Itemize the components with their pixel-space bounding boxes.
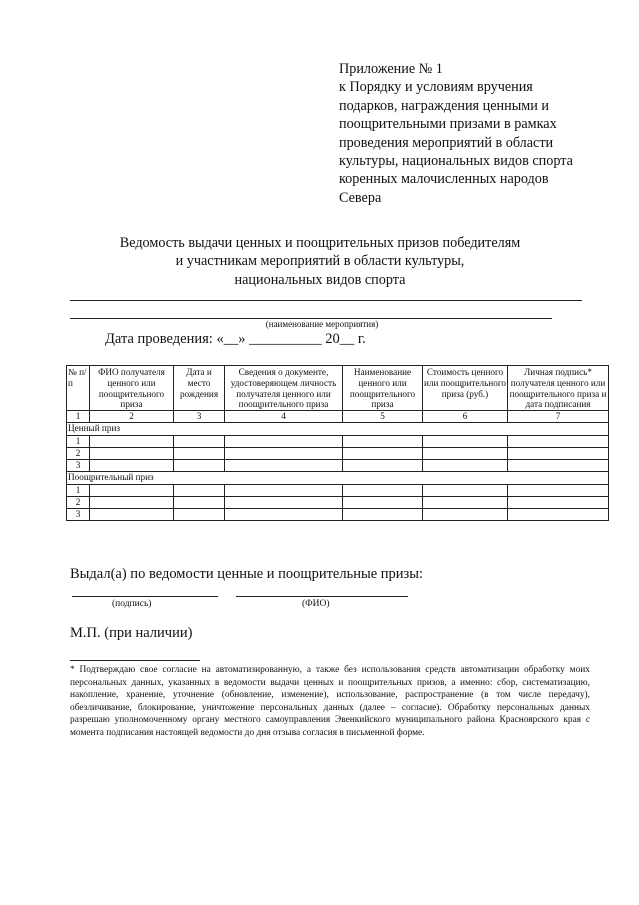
document-cell[interactable] [225,485,343,497]
prize-name-cell[interactable] [343,460,423,472]
prize-cost-cell[interactable] [423,497,508,509]
prize-name-cell[interactable] [343,448,423,460]
row-index: 2 [67,497,90,509]
name-line [236,596,408,597]
row-index: 2 [67,448,90,460]
signature-cell[interactable] [508,436,609,448]
recipient-name-cell[interactable] [90,485,174,497]
title-line: национальных видов спорта [234,271,406,288]
document-cell[interactable] [225,448,343,460]
appendix-line: подарков, награждения ценными и [339,97,549,114]
prize-cost-cell[interactable] [423,485,508,497]
signature-cell[interactable] [508,460,609,472]
name-caption: (ФИО) [302,599,330,609]
section-label: Ценный приз [67,423,609,436]
header-cell: Личная подпись* получателя ценного или поощрительного приза и дата подписания [508,366,609,411]
signature-line [72,596,218,597]
table-header-row [67,366,609,411]
prize-cost-cell[interactable] [423,448,508,460]
header-cell: Наименование ценного или поощрительного приза [343,366,423,411]
recipient-name-cell[interactable] [90,436,174,448]
column-number: 2 [90,411,174,423]
appendix-line: Севера [339,189,382,206]
header-cell: ФИО получателя ценного или поощрительного приза [90,366,174,411]
prize-name-cell[interactable] [343,509,423,521]
birth-cell[interactable] [174,436,225,448]
row-index: 1 [67,436,90,448]
prize-name-cell[interactable] [343,497,423,509]
header-cell: № п/п [67,366,90,411]
document-cell[interactable] [225,436,343,448]
column-number: 4 [225,411,343,423]
footnote-separator [70,660,200,661]
prize-cost-cell[interactable] [423,509,508,521]
table-row [67,460,609,472]
table-row [67,485,609,497]
stamp-place-text: М.П. (при наличии) [70,625,193,641]
birth-cell[interactable] [174,497,225,509]
section-row [67,472,609,485]
table-row [67,448,609,460]
signature-cell[interactable] [508,448,609,460]
recipient-name-cell[interactable] [90,509,174,521]
prize-cost-cell[interactable] [423,460,508,472]
signature-cell[interactable] [508,509,609,521]
appendix-header [339,60,609,207]
column-number: 3 [174,411,225,423]
row-index: 1 [67,485,90,497]
signature-cell[interactable] [508,485,609,497]
event-name-line-1 [70,300,582,301]
row-index: 3 [67,460,90,472]
signature-cell[interactable] [508,497,609,509]
appendix-line: поощрительными призами в рамках [339,116,557,133]
section-label: Поощрительный приз [67,472,609,485]
table-row [67,497,609,509]
birth-cell[interactable] [174,460,225,472]
birth-cell[interactable] [174,448,225,460]
issuance-table [66,365,609,521]
section-row [67,423,609,436]
document-title [60,234,580,289]
appendix-line: Приложение № 1 [339,61,443,77]
event-date-line: Дата проведения: «__» __________ 20__ г. [105,331,366,347]
title-line: и участникам мероприятий в области культуры, [175,253,465,270]
header-cell: Сведения о документе, удостоверяющем личность получателя ценного или поощрительного приза [225,366,343,411]
header-cell: Стоимость ценного или поощрительного приза (руб.) [423,366,508,411]
recipient-name-cell[interactable] [90,448,174,460]
appendix-line: проведения мероприятий в области [339,134,554,151]
column-number: 6 [423,411,508,423]
consent-footnote: * Подтверждаю свое согласие на автоматизированную, а также без использования средств автоматизации обработку моих персональных данных, указанных в ведомости выдачи ценных и поощрительных призов, а именно: сбор, систематизацию, накопление, хранение, уточнение (обновление, изменение), использование, распространение (в том числе передачу), обезличивание, блокирование, уничтожение персональных данных (далее – согласие). Обработку персональных данных разрешаю уполномоченному органу местного самоуправления Эвенкийского муниципального района Красноярского края с момента подписания настоящей ведомости до дня отзыва согласия в письменной форме. [70,665,590,738]
column-number: 7 [508,411,609,423]
prize-cost-cell[interactable] [423,436,508,448]
appendix-line: коренных малочисленных народов [339,171,549,188]
prize-name-cell[interactable] [343,485,423,497]
column-number: 5 [343,411,423,423]
issued-by-text: Выдал(а) по ведомости ценные и поощрительные призы: [70,566,424,582]
table-row [67,436,609,448]
header-cell: Дата и место рождения [174,366,225,411]
recipient-name-cell[interactable] [90,460,174,472]
document-cell[interactable] [225,460,343,472]
event-name-caption: (наименование мероприятия) [265,319,379,329]
appendix-line: к Порядку и условиям вручения [339,79,533,96]
title-line: Ведомость выдачи ценных и поощрительных призов победителям [119,235,521,251]
birth-cell[interactable] [174,509,225,521]
document-cell[interactable] [225,509,343,521]
table-row [67,509,609,521]
prize-name-cell[interactable] [343,436,423,448]
row-index: 3 [67,509,90,521]
recipient-name-cell[interactable] [90,497,174,509]
appendix-line: культуры, национальных видов спорта [339,153,573,170]
column-number-row [67,411,609,423]
signature-caption: (подпись) [112,599,152,609]
document-cell[interactable] [225,497,343,509]
column-number: 1 [67,411,90,423]
birth-cell[interactable] [174,485,225,497]
